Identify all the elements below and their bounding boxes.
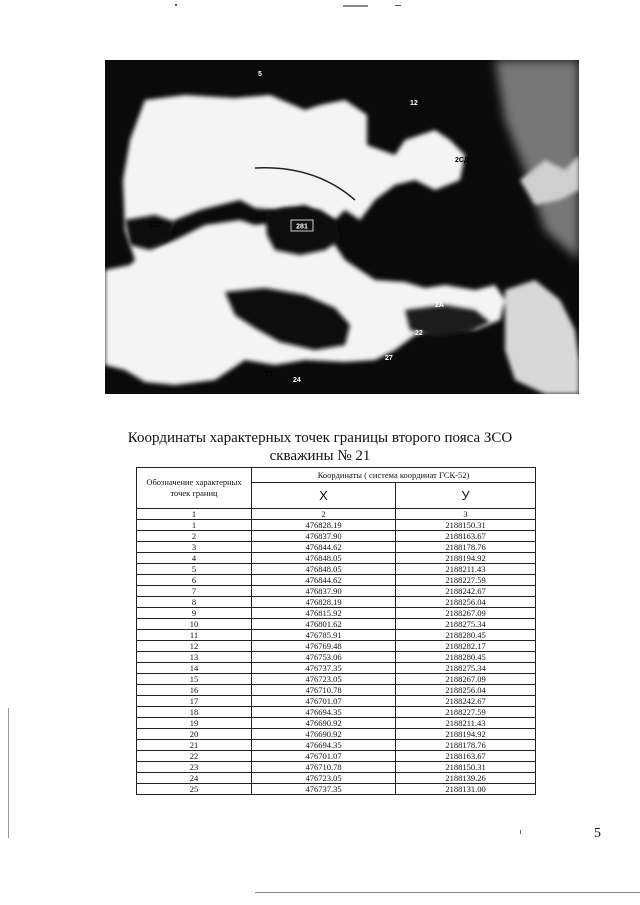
- y-coordinate-cell: 2188282.17: [396, 641, 536, 652]
- y-coordinate-cell: 2188211.43: [396, 564, 536, 575]
- x-coordinate-cell: 476701.07: [252, 751, 396, 762]
- table-row: [137, 729, 536, 740]
- point-number-cell: 8: [137, 597, 252, 608]
- x-coordinate-cell: 476737.35: [252, 663, 396, 674]
- scan-speck: [175, 4, 177, 6]
- y-coordinate-cell: 2188194.92: [396, 553, 536, 564]
- y-coordinate-cell: 2188256.04: [396, 597, 536, 608]
- point-number-cell: 19: [137, 718, 252, 729]
- y-coordinate-cell: 2188150.31: [396, 762, 536, 773]
- header-designation: Обозначение характерных точек границ: [137, 468, 252, 509]
- table-row: [137, 707, 536, 718]
- table-row: [137, 685, 536, 696]
- x-coordinate-cell: 476844.62: [252, 542, 396, 553]
- map-drawing: [105, 60, 579, 394]
- y-coordinate-cell: 2188256.04: [396, 685, 536, 696]
- y-coordinate-cell: 2188178.76: [396, 542, 536, 553]
- y-coordinate-cell: 2188194.92: [396, 729, 536, 740]
- y-coordinate-cell: 2188242.67: [396, 696, 536, 707]
- table-row: [137, 784, 536, 795]
- x-coordinate-cell: 476737.35: [252, 784, 396, 795]
- scan-artifact-line: [8, 708, 9, 838]
- table-row: [137, 740, 536, 751]
- x-coordinate-cell: 476848.05: [252, 553, 396, 564]
- point-number-cell: 20: [137, 729, 252, 740]
- table-row: [137, 663, 536, 674]
- y-coordinate-cell: 2188267.09: [396, 608, 536, 619]
- table-row: [137, 520, 536, 531]
- map-label: 21: [265, 371, 273, 378]
- y-coordinate-cell: 2188150.31: [396, 520, 536, 531]
- y-coordinate-cell: 2188275.34: [396, 619, 536, 630]
- y-coordinate-cell: 2188267.09: [396, 674, 536, 685]
- map-label: 5: [258, 71, 262, 78]
- table-row: [137, 575, 536, 586]
- y-coordinate-cell: 2188139.26: [396, 773, 536, 784]
- point-number-cell: 11: [137, 630, 252, 641]
- x-coordinate-cell: 476815.92: [252, 608, 396, 619]
- table-row: [137, 751, 536, 762]
- x-coordinate-cell: 476701.07: [252, 696, 396, 707]
- scan-artifact-line: [255, 892, 640, 893]
- x-coordinate-cell: 476723.05: [252, 773, 396, 784]
- y-coordinate-cell: 2188227.59: [396, 707, 536, 718]
- x-coordinate-cell: 476785.91: [252, 630, 396, 641]
- y-coordinate-cell: 2188280.45: [396, 652, 536, 663]
- point-number-cell: 9: [137, 608, 252, 619]
- point-number-cell: 13: [137, 652, 252, 663]
- y-coordinate-cell: 2188178.76: [396, 740, 536, 751]
- point-number-cell: 25: [137, 784, 252, 795]
- map-label: 27: [385, 355, 393, 362]
- point-number-cell: 4: [137, 553, 252, 564]
- point-number-cell: 12: [137, 641, 252, 652]
- map-label: 12: [410, 100, 418, 107]
- index-cell: 3: [396, 509, 536, 520]
- table-title-line2: скважины № 21: [269, 448, 371, 464]
- point-number-cell: 18: [137, 707, 252, 718]
- table-row: [137, 762, 536, 773]
- index-cell: 1: [137, 509, 252, 520]
- table-row: [137, 696, 536, 707]
- scan-speck: [395, 5, 401, 6]
- map-label: 2А7: [149, 222, 162, 229]
- table-row: [137, 542, 536, 553]
- map-label: 2СД: [455, 157, 469, 164]
- point-number-cell: 1: [137, 520, 252, 531]
- page-number: 5: [594, 826, 601, 841]
- point-number-cell: 23: [137, 762, 252, 773]
- point-number-cell: 21: [137, 740, 252, 751]
- point-number-cell: 14: [137, 663, 252, 674]
- x-coordinate-cell: 476723.05: [252, 674, 396, 685]
- table-row: [137, 718, 536, 729]
- y-coordinate-cell: 2188242.67: [396, 586, 536, 597]
- table-row: [137, 597, 536, 608]
- x-coordinate-cell: 476837.90: [252, 531, 396, 542]
- index-cell: 2: [252, 509, 396, 520]
- x-coordinate-cell: 476690.92: [252, 718, 396, 729]
- y-coordinate-cell: 2188131.00: [396, 784, 536, 795]
- y-coordinate-cell: 2188227.59: [396, 575, 536, 586]
- header-coordinates: Координаты ( система координат ГСК-52): [252, 468, 536, 483]
- table-row: [137, 553, 536, 564]
- x-coordinate-cell: 476848.05: [252, 564, 396, 575]
- table-row: [137, 564, 536, 575]
- point-number-cell: 10: [137, 619, 252, 630]
- x-coordinate-cell: 476710.78: [252, 685, 396, 696]
- x-coordinate-cell: 476769.48: [252, 641, 396, 652]
- point-number-cell: 2: [137, 531, 252, 542]
- point-number-cell: 6: [137, 575, 252, 586]
- table-header-row: [137, 468, 536, 483]
- y-coordinate-cell: 2188280.45: [396, 630, 536, 641]
- x-coordinate-cell: 476753.06: [252, 652, 396, 663]
- y-coordinate-cell: 2188163.67: [396, 531, 536, 542]
- point-number-cell: 7: [137, 586, 252, 597]
- table-row: [137, 652, 536, 663]
- header-x: Х: [252, 483, 396, 509]
- x-coordinate-cell: 476690.92: [252, 729, 396, 740]
- x-coordinate-cell: 476828.19: [252, 520, 396, 531]
- table-index-row: [137, 509, 536, 520]
- map-image: [105, 60, 579, 394]
- x-coordinate-cell: 476710.78: [252, 762, 396, 773]
- point-number-cell: 17: [137, 696, 252, 707]
- point-number-cell: 5: [137, 564, 252, 575]
- table-row: [137, 641, 536, 652]
- table-row: [137, 586, 536, 597]
- header-y: У: [396, 483, 536, 509]
- point-number-cell: 3: [137, 542, 252, 553]
- map-label: 2А: [435, 302, 444, 309]
- scan-speck: [520, 830, 521, 834]
- x-coordinate-cell: 476844.62: [252, 575, 396, 586]
- x-coordinate-cell: 476828.19: [252, 597, 396, 608]
- table-row: [137, 630, 536, 641]
- table-row: [137, 531, 536, 542]
- point-number-cell: 24: [137, 773, 252, 784]
- y-coordinate-cell: 2188275.34: [396, 663, 536, 674]
- table-title-line1: Координаты характерных точек границы второго пояса ЗСО: [127, 430, 513, 446]
- map-label: 22: [415, 330, 423, 337]
- x-coordinate-cell: 476694.35: [252, 707, 396, 718]
- table-row: [137, 773, 536, 784]
- table-row: [137, 674, 536, 685]
- x-coordinate-cell: 476801.62: [252, 619, 396, 630]
- x-coordinate-cell: 476694.35: [252, 740, 396, 751]
- coordinates-table: [136, 467, 536, 795]
- scan-speck: [343, 5, 368, 7]
- table-row: [137, 608, 536, 619]
- map-label: 281: [296, 223, 308, 231]
- point-number-cell: 22: [137, 751, 252, 762]
- map-label: 24: [293, 377, 301, 384]
- table-row: [137, 619, 536, 630]
- point-number-cell: 15: [137, 674, 252, 685]
- y-coordinate-cell: 2188163.67: [396, 751, 536, 762]
- y-coordinate-cell: 2188211.43: [396, 718, 536, 729]
- x-coordinate-cell: 476837.90: [252, 586, 396, 597]
- point-number-cell: 16: [137, 685, 252, 696]
